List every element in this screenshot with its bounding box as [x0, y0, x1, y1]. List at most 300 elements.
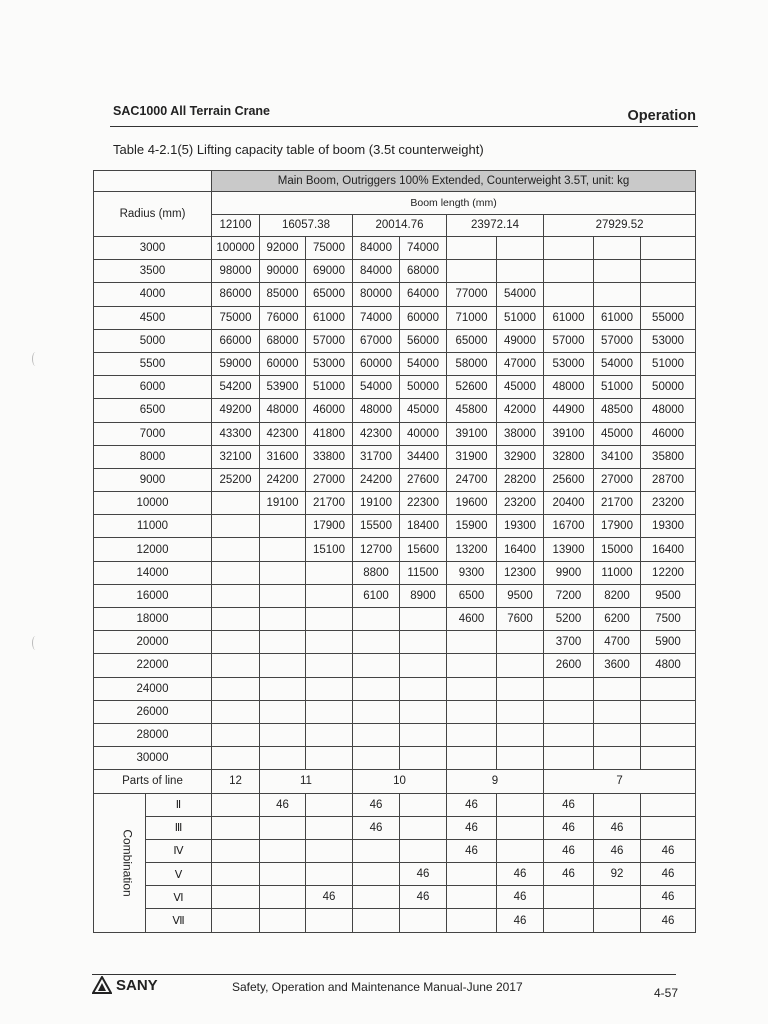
combination-cell	[400, 816, 447, 839]
capacity-cell: 48500	[594, 399, 641, 422]
combination-cell	[212, 839, 260, 862]
capacity-cell: 85000	[260, 283, 306, 306]
capacity-cell: 46000	[641, 422, 696, 445]
capacity-cell	[544, 700, 594, 723]
capacity-cell: 13900	[544, 538, 594, 561]
footer-manual-title: Safety, Operation and Maintenance Manual-June 2017	[232, 980, 523, 994]
combination-cell	[212, 863, 260, 886]
capacity-cell	[260, 631, 306, 654]
capacity-cell: 40000	[400, 422, 447, 445]
capacity-cell: 28700	[641, 468, 696, 491]
capacity-cell	[260, 700, 306, 723]
radius-cell: 6500	[94, 399, 212, 422]
capacity-cell: 4800	[641, 654, 696, 677]
capacity-cell: 53000	[306, 352, 353, 375]
capacity-cell: 69000	[306, 260, 353, 283]
combination-cell	[594, 886, 641, 909]
table-row	[94, 654, 696, 677]
table-row	[94, 538, 696, 561]
capacity-cell	[641, 747, 696, 770]
combination-cell: 46	[447, 839, 497, 862]
capacity-cell: 19300	[641, 515, 696, 538]
capacity-cell	[447, 700, 497, 723]
combination-cell: 46	[447, 793, 497, 816]
radius-cell: 30000	[94, 747, 212, 770]
combination-cell	[260, 863, 306, 886]
combination-cell: 46	[641, 886, 696, 909]
capacity-cell: 56000	[400, 329, 447, 352]
capacity-cell: 60000	[400, 306, 447, 329]
capacity-cell: 39100	[544, 422, 594, 445]
capacity-cell: 28200	[497, 468, 544, 491]
capacity-cell: 15900	[447, 515, 497, 538]
capacity-cell: 45000	[594, 422, 641, 445]
capacity-cell: 32900	[497, 445, 544, 468]
radius-cell: 24000	[94, 677, 212, 700]
capacity-cell	[594, 283, 641, 306]
capacity-cell	[641, 237, 696, 260]
capacity-cell: 8900	[400, 584, 447, 607]
capacity-cell: 32100	[212, 445, 260, 468]
capacity-cell	[594, 723, 641, 746]
capacity-cell	[400, 608, 447, 631]
capacity-cell	[544, 723, 594, 746]
capacity-cell: 19100	[353, 492, 400, 515]
capacity-cell: 54000	[497, 283, 544, 306]
capacity-cell	[260, 538, 306, 561]
capacity-cell: 9500	[497, 584, 544, 607]
capacity-cell: 25600	[544, 468, 594, 491]
capacity-cell	[641, 283, 696, 306]
combination-cell: 92	[594, 863, 641, 886]
capacity-cell: 6200	[594, 608, 641, 631]
parts-of-line-cell: 7	[544, 770, 696, 793]
capacity-cell: 92000	[260, 237, 306, 260]
capacity-cell: 34100	[594, 445, 641, 468]
boom-length-value: 27929.52	[544, 214, 696, 237]
table-row	[94, 376, 696, 399]
capacity-cell: 61000	[306, 306, 353, 329]
combination-cell: 46	[594, 816, 641, 839]
combination-cell: 46	[306, 886, 353, 909]
binding-hole-mark	[32, 352, 39, 366]
capacity-cell: 27000	[306, 468, 353, 491]
combination-row	[94, 886, 696, 909]
capacity-cell: 75000	[306, 237, 353, 260]
capacity-cell	[447, 654, 497, 677]
capacity-cell: 20400	[544, 492, 594, 515]
capacity-cell	[260, 561, 306, 584]
capacity-cell: 2600	[544, 654, 594, 677]
capacity-cell: 54000	[400, 352, 447, 375]
capacity-cell: 22300	[400, 492, 447, 515]
capacity-cell: 17900	[306, 515, 353, 538]
radius-cell: 8000	[94, 445, 212, 468]
capacity-cell: 25200	[212, 468, 260, 491]
capacity-cell: 35800	[641, 445, 696, 468]
combination-cell: 46	[353, 816, 400, 839]
capacity-cell	[447, 747, 497, 770]
capacity-cell: 12700	[353, 538, 400, 561]
combination-cell	[212, 793, 260, 816]
section-cell: Ⅳ	[146, 839, 212, 862]
table-row	[94, 306, 696, 329]
radius-cell: 5500	[94, 352, 212, 375]
capacity-cell: 8800	[353, 561, 400, 584]
combination-cell: 46	[353, 793, 400, 816]
capacity-cell: 51000	[306, 376, 353, 399]
combination-cell	[497, 839, 544, 862]
combination-row	[94, 816, 696, 839]
capacity-cell	[544, 260, 594, 283]
capacity-cell: 60000	[260, 352, 306, 375]
capacity-cell	[497, 654, 544, 677]
capacity-cell: 19600	[447, 492, 497, 515]
boom-length-header: Boom length (mm)	[212, 192, 696, 215]
table-title: Main Boom, Outriggers 100% Extended, Counterweight 3.5T, unit: kg	[212, 171, 696, 192]
capacity-cell	[447, 723, 497, 746]
capacity-cell: 15000	[594, 538, 641, 561]
capacity-cell: 66000	[212, 329, 260, 352]
capacity-cell: 34400	[400, 445, 447, 468]
capacity-cell: 53000	[641, 329, 696, 352]
capacity-cell: 23200	[497, 492, 544, 515]
combination-cell	[544, 886, 594, 909]
capacity-cell: 27000	[594, 468, 641, 491]
capacity-cell: 11500	[400, 561, 447, 584]
radius-cell: 28000	[94, 723, 212, 746]
radius-header: Radius (mm)	[94, 192, 212, 237]
section-cell: Ⅲ	[146, 816, 212, 839]
parts-of-line-cell: 11	[260, 770, 353, 793]
capacity-cell: 80000	[353, 283, 400, 306]
combination-text: Combination	[120, 828, 135, 897]
combination-row	[94, 909, 696, 932]
table-row	[94, 445, 696, 468]
capacity-cell: 51000	[594, 376, 641, 399]
combination-cell: 46	[641, 839, 696, 862]
capacity-cell	[212, 631, 260, 654]
capacity-cell: 12300	[497, 561, 544, 584]
combination-cell	[594, 793, 641, 816]
combination-cell	[497, 793, 544, 816]
parts-of-line-cell: 9	[447, 770, 544, 793]
capacity-cell: 21700	[306, 492, 353, 515]
parts-of-line-row	[94, 770, 696, 793]
radius-cell: 16000	[94, 584, 212, 607]
table-row	[94, 237, 696, 260]
capacity-cell: 61000	[544, 306, 594, 329]
capacity-cell	[641, 700, 696, 723]
capacity-cell	[641, 260, 696, 283]
combination-cell	[497, 816, 544, 839]
capacity-cell: 23200	[641, 492, 696, 515]
combination-cell	[400, 909, 447, 932]
capacity-cell: 100000	[212, 237, 260, 260]
radius-cell: 5000	[94, 329, 212, 352]
capacity-cell: 5900	[641, 631, 696, 654]
capacity-cell: 24200	[260, 468, 306, 491]
radius-cell: 3000	[94, 237, 212, 260]
capacity-cell: 19300	[497, 515, 544, 538]
combination-row	[94, 793, 696, 816]
capacity-cell: 45000	[400, 399, 447, 422]
combination-cell: 46	[594, 839, 641, 862]
capacity-cell	[212, 561, 260, 584]
capacity-cell	[306, 700, 353, 723]
combination-cell	[212, 886, 260, 909]
capacity-cell: 49000	[497, 329, 544, 352]
capacity-cell	[400, 631, 447, 654]
capacity-cell	[260, 608, 306, 631]
capacity-cell: 51000	[641, 352, 696, 375]
boom-length-value: 16057.38	[260, 214, 353, 237]
title-blank	[94, 171, 212, 192]
combination-cell	[260, 839, 306, 862]
capacity-cell: 54000	[594, 352, 641, 375]
radius-cell: 12000	[94, 538, 212, 561]
combination-cell	[353, 909, 400, 932]
capacity-cell	[260, 584, 306, 607]
footer-divider	[92, 974, 676, 975]
capacity-cell: 15600	[400, 538, 447, 561]
combination-cell	[306, 793, 353, 816]
combination-cell	[306, 909, 353, 932]
capacity-cell: 84000	[353, 260, 400, 283]
table-row	[94, 468, 696, 491]
combination-cell	[544, 909, 594, 932]
capacity-cell: 53900	[260, 376, 306, 399]
radius-cell: 26000	[94, 700, 212, 723]
capacity-cell: 61000	[594, 306, 641, 329]
capacity-cell	[594, 260, 641, 283]
combination-cell: 46	[544, 793, 594, 816]
capacity-cell: 50000	[641, 376, 696, 399]
table-row	[94, 283, 696, 306]
capacity-cell: 31900	[447, 445, 497, 468]
capacity-cell	[594, 237, 641, 260]
capacity-cell: 74000	[400, 237, 447, 260]
combination-cell	[447, 863, 497, 886]
capacity-cell	[594, 700, 641, 723]
capacity-cell	[260, 723, 306, 746]
combination-cell: 46	[400, 863, 447, 886]
table-row	[94, 608, 696, 631]
capacity-cell: 57000	[594, 329, 641, 352]
capacity-cell: 76000	[260, 306, 306, 329]
binding-hole-mark	[32, 636, 39, 650]
capacity-cell: 57000	[544, 329, 594, 352]
capacity-cell: 3700	[544, 631, 594, 654]
capacity-cell: 65000	[306, 283, 353, 306]
radius-cell: 22000	[94, 654, 212, 677]
radius-cell: 18000	[94, 608, 212, 631]
parts-of-line-cell: 10	[353, 770, 447, 793]
radius-cell: 4000	[94, 283, 212, 306]
capacity-cell: 4600	[447, 608, 497, 631]
sany-logo-icon	[92, 976, 112, 994]
capacity-cell	[544, 747, 594, 770]
capacity-cell: 24700	[447, 468, 497, 491]
table-row	[94, 747, 696, 770]
combination-cell	[260, 886, 306, 909]
radius-cell: 6000	[94, 376, 212, 399]
combination-cell	[353, 839, 400, 862]
table-row	[94, 584, 696, 607]
capacity-cell: 67000	[353, 329, 400, 352]
combination-cell: 46	[260, 793, 306, 816]
combination-cell	[400, 793, 447, 816]
capacity-cell	[212, 515, 260, 538]
capacity-cell: 13200	[447, 538, 497, 561]
combination-cell	[641, 793, 696, 816]
capacity-cell	[400, 700, 447, 723]
parts-of-line-cell: 12	[212, 770, 260, 793]
capacity-cell	[353, 631, 400, 654]
combination-cell	[306, 839, 353, 862]
capacity-cell	[306, 631, 353, 654]
combination-cell: 46	[400, 886, 447, 909]
capacity-cell: 9500	[641, 584, 696, 607]
radius-cell: 3500	[94, 260, 212, 283]
capacity-cell: 16400	[641, 538, 696, 561]
radius-cell: 14000	[94, 561, 212, 584]
capacity-cell: 57000	[306, 329, 353, 352]
capacity-cell: 51000	[497, 306, 544, 329]
combination-cell: 46	[641, 863, 696, 886]
capacity-cell	[641, 723, 696, 746]
capacity-cell: 16700	[544, 515, 594, 538]
table-row	[94, 677, 696, 700]
capacity-cell: 53000	[544, 352, 594, 375]
section-cell: Ⅱ	[146, 793, 212, 816]
capacity-cell: 39100	[447, 422, 497, 445]
capacity-cell	[306, 584, 353, 607]
capacity-cell	[212, 584, 260, 607]
capacity-cell	[306, 608, 353, 631]
combination-cell	[306, 863, 353, 886]
capacity-cell: 49200	[212, 399, 260, 422]
table-row	[94, 260, 696, 283]
capacity-cell	[212, 608, 260, 631]
combination-cell	[212, 909, 260, 932]
capacity-cell	[260, 654, 306, 677]
header-divider	[110, 126, 698, 127]
capacity-cell	[353, 608, 400, 631]
combination-cell	[594, 909, 641, 932]
capacity-cell: 55000	[641, 306, 696, 329]
capacity-cell	[212, 723, 260, 746]
capacity-cell	[447, 260, 497, 283]
combination-cell: 46	[544, 816, 594, 839]
combination-cell: 46	[497, 909, 544, 932]
capacity-cell: 15100	[306, 538, 353, 561]
capacity-cell	[497, 747, 544, 770]
capacity-cell: 7200	[544, 584, 594, 607]
capacity-cell	[497, 260, 544, 283]
manual-title: SAC1000 All Terrain Crane	[113, 104, 271, 118]
capacity-cell	[594, 677, 641, 700]
table-row	[94, 422, 696, 445]
table-row	[94, 515, 696, 538]
capacity-cell: 12200	[641, 561, 696, 584]
capacity-cell	[497, 237, 544, 260]
capacity-cell: 52600	[447, 376, 497, 399]
section-cell: Ⅵ	[146, 886, 212, 909]
combination-cell	[447, 909, 497, 932]
capacity-cell	[353, 654, 400, 677]
capacity-cell: 75000	[212, 306, 260, 329]
capacity-cell: 58000	[447, 352, 497, 375]
capacity-cell: 32800	[544, 445, 594, 468]
capacity-cell: 38000	[497, 422, 544, 445]
capacity-cell	[306, 561, 353, 584]
capacity-cell	[212, 538, 260, 561]
capacity-cell: 48000	[544, 376, 594, 399]
capacity-cell: 4700	[594, 631, 641, 654]
radius-cell: 7000	[94, 422, 212, 445]
capacity-cell: 74000	[353, 306, 400, 329]
capacity-cell: 47000	[497, 352, 544, 375]
capacity-cell	[212, 492, 260, 515]
capacity-cell	[212, 700, 260, 723]
radius-cell: 9000	[94, 468, 212, 491]
capacity-cell	[447, 237, 497, 260]
capacity-cell: 24200	[353, 468, 400, 491]
combination-cell: 46	[544, 863, 594, 886]
page-number: 4-57	[653, 986, 678, 1000]
capacity-cell	[594, 747, 641, 770]
capacity-cell: 59000	[212, 352, 260, 375]
capacity-cell: 64000	[400, 283, 447, 306]
table-row	[94, 492, 696, 515]
combination-row	[94, 839, 696, 862]
table-row	[94, 399, 696, 422]
capacity-cell: 84000	[353, 237, 400, 260]
capacity-cell	[306, 747, 353, 770]
capacity-cell	[306, 677, 353, 700]
capacity-cell: 54000	[353, 376, 400, 399]
capacity-cell: 54200	[212, 376, 260, 399]
sany-logo	[92, 976, 158, 994]
capacity-cell	[497, 723, 544, 746]
capacity-cell	[544, 677, 594, 700]
capacity-cell: 16400	[497, 538, 544, 561]
capacity-cell: 21700	[594, 492, 641, 515]
capacity-cell: 11000	[594, 561, 641, 584]
capacity-cell: 42000	[497, 399, 544, 422]
parts-of-line-label: Parts of line	[94, 770, 212, 793]
lifting-capacity-table	[93, 170, 696, 933]
capacity-cell: 31700	[353, 445, 400, 468]
capacity-cell: 90000	[260, 260, 306, 283]
capacity-cell: 48000	[641, 399, 696, 422]
capacity-cell: 71000	[447, 306, 497, 329]
capacity-cell: 19100	[260, 492, 306, 515]
table-row	[94, 700, 696, 723]
table-row	[94, 329, 696, 352]
capacity-cell: 9300	[447, 561, 497, 584]
capacity-cell: 33800	[306, 445, 353, 468]
capacity-cell: 45800	[447, 399, 497, 422]
capacity-cell	[306, 654, 353, 677]
capacity-cell: 68000	[260, 329, 306, 352]
capacity-cell	[400, 654, 447, 677]
capacity-cell	[447, 677, 497, 700]
combination-cell	[353, 863, 400, 886]
capacity-cell: 8200	[594, 584, 641, 607]
capacity-cell: 46000	[306, 399, 353, 422]
